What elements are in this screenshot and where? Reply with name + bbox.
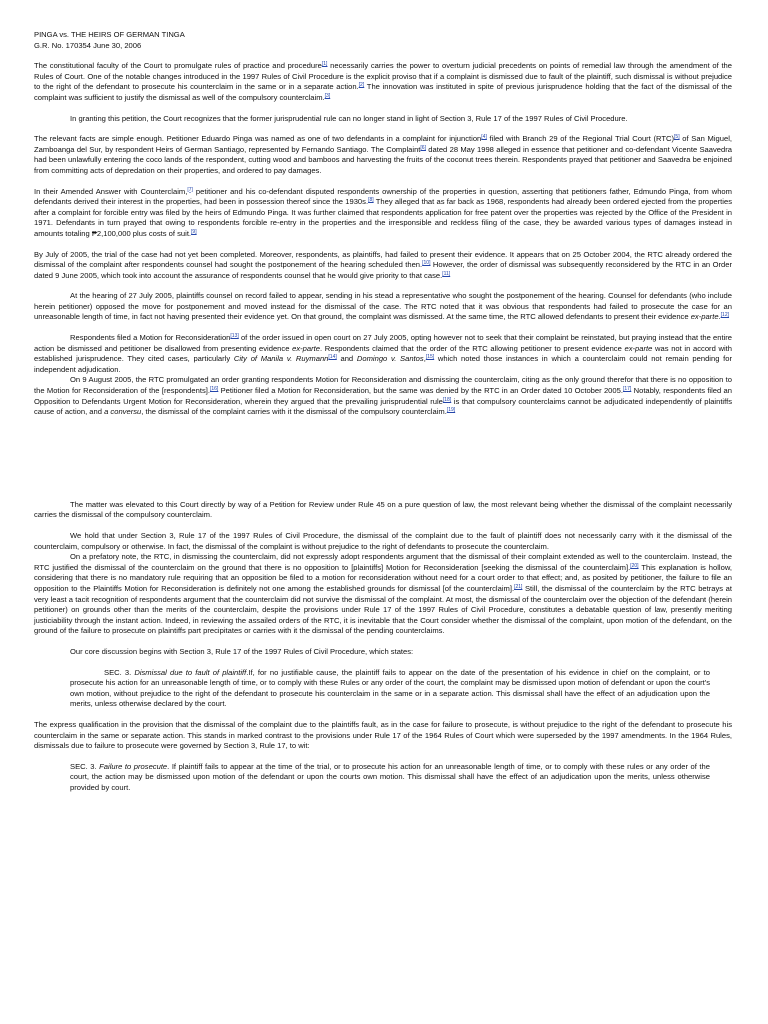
footnote-link[interactable]: [7] [187,186,193,193]
italic-phrase: Failure to prosecute [99,761,168,771]
footnote-link[interactable]: [12] [720,312,730,319]
footnote-link[interactable]: [13] [230,333,239,340]
italic-phrase: ex-parte [690,312,719,322]
footnote-link[interactable]: [20] [630,562,639,569]
paragraph-6: At the hearing of 27 July 2005, plaintiffs counsel on record failed to appear, sending in his stead a representative who sought the postponement of the hearing. Counsel for defendants (who include herein petitioner) opposed the move for postponement and moved instead for the dismissal of the case. The RTC noted that it was obvious that respondents had failed to prosecute the case for an unreasonable length of time, in fact not having presented their evidence yet. On that ground, the complaint was dismissed. At the same time, the RTC allowed defendants to present their evidence ex-parte.[12] [34,291,732,322]
italic-phrase: ex-parte [624,343,653,353]
case-title: PINGA vs. THE HEIRS OF GERMAN TINGA [34,30,185,39]
footnote-link[interactable]: [5] [674,134,680,141]
paragraph-10: We hold that under Section 3, Rule 17 of the 1997 Rules of Civil Procedure, the dismissal of the complaint due to the fault of plaintiff does not necessarily carry with it the dismissal of the counterclaim, compulsory or otherwise. In fact, the dismissal of the complaint is without prejudice to the right of defendants to prosecute the counterclaim. [34,531,732,551]
paragraph-3: The relevant facts are simple enough. Petitioner Eduardo Pinga was named as one of two defendants in a complaint for injunction[4] filed with Branch 29 of the Regional Trial Court (RTC)[5] of San Miguel, Zamboanga del Sur, by respondent Heirs of German Santiago, represented by Fernando Santiago. The Complaint[6] dated 28 May 1998 alleged in essence that petitioner and co-defendant Vicente Saavedra had been unlawfully entering the coco lands of the respondent, cutting wood and bamboos and harvesting the fruits of the coconut trees therein. Respondents prayed that petitioner and Saavedra be enjoined from committing acts of depredation on their properties, and ordered to pay damages. [34,134,732,175]
italic-phrase: Dismissal due to fault of plaintiff [134,667,247,677]
footnote-link[interactable]: [17] [622,386,632,393]
footnote-link[interactable]: [4] [481,134,487,141]
footnote-link[interactable]: [8] [368,197,374,204]
footnote-link[interactable]: [9] [191,228,197,235]
document-body [34,30,732,793]
case-citation: G.R. No. 170354 June 30, 2006 [34,40,142,50]
footnote-link[interactable]: [18] [442,396,452,403]
paragraph-11: On a prefatory note, the RTC, in dismissing the counterclaim, did not expressly adopt respondents argument that the dismissal of their complaint extended as well to the counterclaim. Instead, the RTC justified the dismissal of the counterclaim on the ground that there is no opposition to [plaintiffs] Motion for Reconsideration [seeking the dismissal of the counterclaim].[20] This explanation is hollow, considering that there is no mandatory rule requiring that an opposition be filed to a motion for reconsideration without need for a court order to that effect; and, as posited by petitioner, the failure to file an opposition to the Plaintiffs Motion for Reconsideration is definitely not one among the established grounds for dismissal [of the counterclaim].[21] Still, the dismissal of the counterclaim by the RTC betrays at very least a tacit recognition of respondents argument that the counterclaim did not survive the dismissal of the complaint. At most, the dismissal of the counterclaim over the objection of the defendant (herein petitioner) on grounds other than the merits of the counterclaim, despite the provisions under Rule 17 of the 1997 Rules of Civil Procedure, constitutes a debatable question of law, presently meriting justiciability through the instant action. Indeed, in reviewing the assailed orders of the RTC, it is inevitable that the Court consider whether the dismissal of the complaint, upon motion of the defendant, on the ground of the failure to prosecute on plaintiffs part precipitates or carries with it the dismissal of the pending counterclaims. [34,552,732,636]
italic-phrase: City of Manila v. Ruymann [233,354,329,364]
quoted-provision-1964: SEC. 3. Failure to prosecute. If plaintiff fails to appear at the time of the trial, or to prosecute his action for an unreasonable length of time, or to comply with these rules or any order of the court, the action may be dismissed upon motion of the defendant or upon the courts own motion. This dismissal shall have the effect of an adjudication upon the merits, unless otherwise provided by court. [70,761,710,792]
paragraph-13: The express qualification in the provision that the dismissal of the complaint due to the plaintiffs fault, as in the case for failure to prosecute, is without prejudice to the right of the defendant to prosecute his counterclaim in the same or separate action. This stands in marked contrast to the provisions under Rule 17 of the 1964 Rules of Court which were superseded by the 1997 amendments. In the 1964 Rules, dismissals due to failure to prosecute were governed by Section 3, Rule 17, to wit: [34,719,732,751]
paragraph-5: By July of 2005, the trial of the case had not yet been completed. Moreover, respondents, as plaintiffs, had failed to present their evidence. It appears that on 25 October 2004, the RTC already ordered the dismissal of the complaint after respondents counsel had sought the postponement of the hearing scheduled then.[10] However, the order of dismissal was subsequently reconsidered by the RTC in an Order dated 9 June 2005, which took into account the assurance of respondents counsel that he would give priority to that case.[11] [34,249,732,280]
footnote-link[interactable]: [11] [442,270,451,277]
footnote-link[interactable]: [2] [358,82,365,89]
footnote-link[interactable]: [6] [420,144,426,151]
italic-phrase: a conversu [104,407,142,417]
paragraph-7: Respondents filed a Motion for Reconsideration[13] of the order issued in open court on 27 July 2005, opting however not to seek that their complaint be reinstated, but praying instead that the entire action be dismissed and petitioner be disallowed from presenting evidence ex-parte. Respondents claimed that the order of the RTC allowing petitioner to present evidence ex-parte was not in accord with established jurisprudence. They cited cases, particularly City of Manila v. Ruymann[14] and Domingo v. Santos,[15] which noted those instances in which a counterclaim could not remain pending for independent adjudication. [34,333,733,374]
footnote-link[interactable]: [21] [514,583,523,590]
italic-phrase: ex-parte [292,343,320,353]
paragraph-12: Our core discussion begins with Section 3, Rule 17 of the 1997 Rules of Civil Procedure, which states: [70,646,414,656]
paragraph-2: In granting this petition, the Court recognizes that the former jurisprudential rule can no longer stand in light of Section 3, Rule 17 of the 1997 Rules of Civil Procedure. [70,113,628,123]
paragraph-1: The constitutional faculty of the Court to promulgate rules of practice and procedure[1] necessarily carries the power to overturn judicial precedents on points of remedial law through the amendment of the Rules of Court. One of the notable changes introduced in the 1997 Rules of Civil Procedure is the explicit proviso that if a complaint is dismissed due to fault of the plaintiff, such dismissal is without prejudice to the right of the defendant to prosecute his counterclaim in the same or in a separate action.[2] The innovation was instituted in spite of previous jurisprudence holding that the fact of the dismissal of the complaint was sufficient to justify the dismissal as well of the compulsory counterclaim.[3] [34,61,733,102]
quoted-provision-1997: SEC. 3. Dismissal due to fault of plaintiff.If, for no justifiable cause, the plaintiff fails to appear on the date of the presentation of his evidence in chief on the complaint, or to prosecute his action for an unreasonable length of time, or to comply with these Rules or any order of the court, the complaint may be dismissed upon motion of defendant or upon the court's own motion, without prejudice to the right of the defendant to prosecute his counterclaim in the same or in a separate action. This dismissal shall have the effect of an adjudication upon the merits, unless otherwise declared by the court. [70,667,710,709]
paragraph-4: In their Amended Answer with Counterclaim,[7] petitioner and his co-defendant disputed respondents ownership of the properties in question, asserting that petitioners father, Edmundo Pinga, from whom defendants derived their interest in the properties, had been in possession thereof since the 1930s.[8] They alleged that as far back as 1968, respondents had already been ordered ejected from the properties after a complaint for forcible entry was filed by the heirs of Edmundo Pinga. It was further claimed that respondents application for free patent over the properties was rejected by the Office of the President in 1971. Defendants in turn prayed that owing to respondents forcible re-entry in the properties and the irresponsible and reckless filing of the case, they be awarded various types of damages instead in amounts totaling ₱2,100,000 plus costs of suit.[9] [34,186,732,238]
italic-phrase: Domingo v. Santos [356,354,424,364]
footnote-link[interactable]: [16] [209,386,219,393]
paragraph-9: The matter was elevated to this Court directly by way of a Petition for Review under Rule 45 on a pure question of law, the most relevant being whether the dismissal of the complaint necessarily carries the dismissal of the compulsory counterclaim. [34,499,732,520]
footnote-link[interactable]: [3] [324,92,331,99]
footnote-link[interactable]: [1] [321,61,328,68]
footnote-link[interactable]: [14] [328,354,337,361]
paragraph-8: On 9 August 2005, the RTC promulgated an order granting respondents Motion for Reconsideration and dismissing the counterclaim, citing as the only ground therefor that there is no opposition to the Motion for Reconsideration of the [respondents].[16] Petitioner filed a Motion for Reconsideration, but the same was denied by the RTC in an Order dated 10 October 2005.[17] Notably, respondents filed an Opposition to Defendants Urgent Motion for Reconsideration, wherein they argued that the prevailing jurisprudential rule[18] is that compulsory counterclaims cannot be adjudicated independently of plaintiffs cause of action, and a conversu, the dismissal of the complaint carries with it the dismissal of the compulsory counterclaim.[19] [34,375,733,417]
footnote-link[interactable]: [10] [422,260,431,267]
footnote-link[interactable]: [19] [446,407,456,414]
footnote-link[interactable]: [15] [425,354,435,361]
